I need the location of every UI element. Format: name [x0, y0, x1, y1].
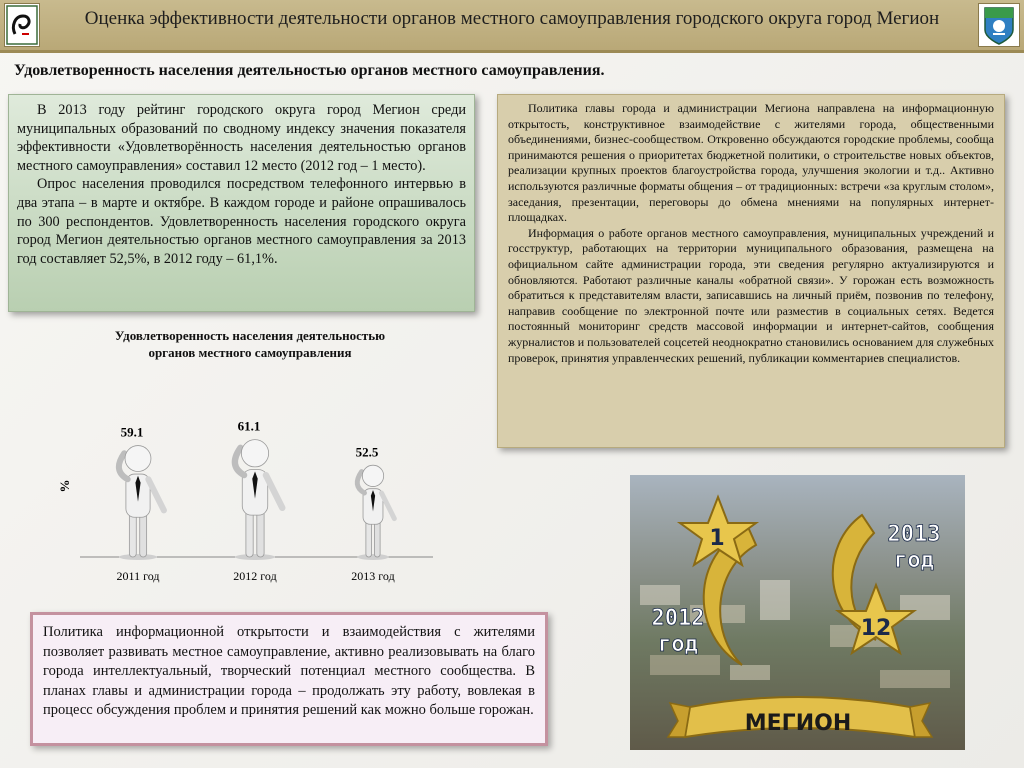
megion-city-photo — [630, 475, 965, 750]
rank-2013: 12 — [860, 616, 892, 641]
rank-2012: 1 — [709, 526, 725, 551]
feedback-paragraph: Информация о работе органов местного самоуправления, муниципальных учреждений и госструктур, работающих на территории муниципального образования, размещена на официальном сайте администрации города, эти сведения регулярно актуализируются и обновляются. Работают различные каналы «обратной связи». У горожан есть возможность обратиться к представителям власти, записавшись на личный приём, позвонив по телефону, направив сообщение по электронной почте или разместив в социальных сетях. Ведется постоянный мониторинг средств массовой информации и интернет-сайтов, сообщения журналистов и пользователей соцсетей неоднократно становились основанием для служебных проверок, принятия управленческих решений, публикации комментариев специалистов. — [508, 225, 994, 365]
survey-paragraph: Опрос населения проводился посредством телефонного интервью в два этапа – в марте и октябре. В каждом городе и районе опрашивалось по 300 респондентов. Удовлетворенность населения городского округа город Мегион деятельностью органов местного самоуправления за 2013 год составляет 52,5%, в 2012 году – 61,1%. — [17, 176, 466, 267]
conclusion-box — [30, 612, 548, 746]
chart-value-label: 59.1 — [120, 424, 144, 440]
chart-value-label: 52.5 — [355, 444, 379, 460]
policy-paragraph: Политика главы города и администрации Мегиона направлена на информационную открытость, конструктивное взаимодействие с жителями города, общественными объединениями, бизнес-сообществом. Откровенно обсуждаются городские проблемы, сообща принимаются решения о приоритетах бюджетной политики, о строительстве новых объектов, реализации крупных проектов благоустройства города, улучшения экологии и т.д.. Активно используются различные форматы общения – от традиционных: встречи «за круглым столом», заседания, презентации, переговоры до обмена мнениями на популярных интернет-площадках. — [508, 101, 994, 225]
chart-category-label: 2012 год — [233, 569, 277, 583]
chart-figure-bar — [235, 440, 282, 560]
rating-info-box — [8, 94, 475, 312]
header-bar — [0, 0, 1024, 53]
label-2013-word: год — [894, 548, 934, 573]
city-name-banner: МЕГИОН — [744, 711, 852, 736]
satisfaction-chart — [55, 380, 455, 590]
city-emblem-logo — [4, 3, 40, 47]
chart-title-line1: Удовлетворенность населения деятельностью — [114, 328, 386, 343]
chart-figure-bar — [119, 446, 164, 560]
region-emblem-logo — [978, 3, 1020, 47]
conclusion-paragraph: Политика информационной открытости и взаимодействия с жителями позволяет развивать местное самоуправление, активно реализовывать на благо города интеллектуальный, творческий потенциал местного сообщества. В планах главы и администрации города – продолжать эту работу, вовлекая в процесс обсуждения проблем и принятия решений как можно больше горожан. — [43, 624, 535, 719]
rating-paragraph: В 2013 году рейтинг городского округа город Мегион среди муниципальных образований по сводному индексу значения показателя эффективности «Удовлетворённость населения деятельностью органов местного самоуправления» составил 12 место (2012 год – 1 место). — [17, 102, 466, 174]
label-2012-year: 2012 — [651, 606, 705, 631]
chart-title — [60, 327, 440, 361]
chart-category-label: 2013 год — [351, 569, 395, 583]
chart-category-label: 2011 год — [116, 569, 160, 583]
policy-info-box — [497, 94, 1005, 448]
chart-value-label: 61.1 — [237, 418, 261, 434]
y-axis-label: % — [57, 479, 72, 493]
chart-figure-bar — [357, 465, 394, 560]
page-title: Оценка эффективности деятельности органов местного самоуправления городского округа город Мегион — [84, 8, 940, 29]
section-subtitle: Удовлетворенность населения деятельностью органов местного самоуправления. — [14, 62, 605, 79]
label-2012-word: год — [658, 632, 698, 657]
chart-title-line2: органов местного самоуправления — [148, 345, 352, 360]
label-2013-year: 2013 — [887, 522, 941, 547]
